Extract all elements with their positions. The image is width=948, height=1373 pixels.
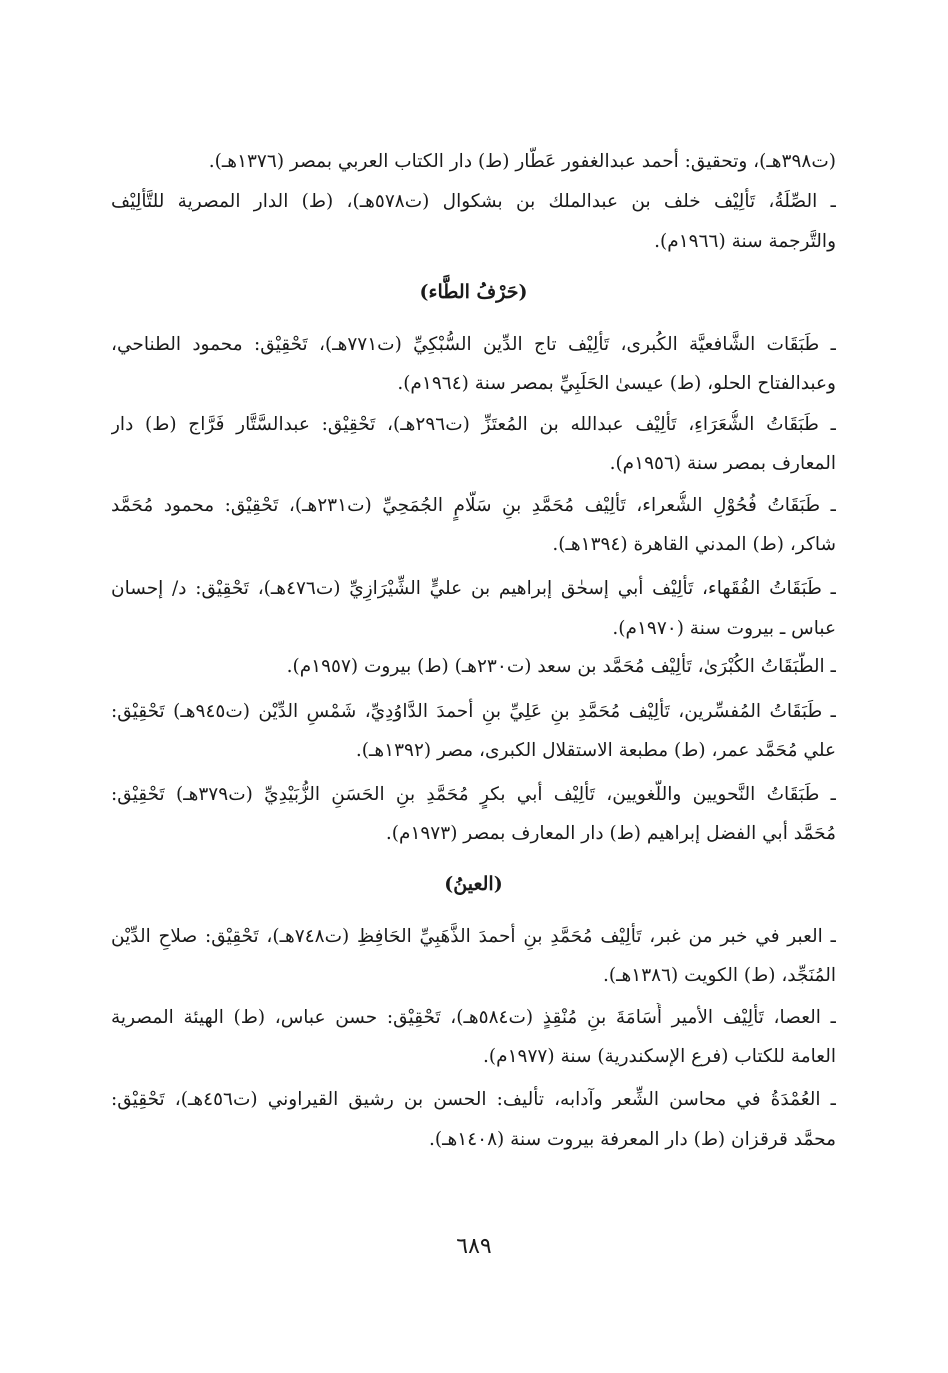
text-line: وعبدالفتاح الحلو، (ط) عيسىٰ الحَلَبِيِّ بمصر سنة (١٩٦٤م). [397,373,836,394]
text-line: عباس ـ بيروت سنة (١٩٧٠م). [612,618,836,639]
text-line: محمَّد قرقزان (ط) دار المعرفة بيروت سنة (١٤٠٨هـ). [428,1129,836,1150]
text-line: ـ العُمْدَةُ في محاسن الشِّعر وآدابه، تأليف: الحسن بن رشيق القيراوني (ت٤٥٦هـ)، تَحْقِيْق: [111,1089,836,1110]
text-line: المُنَجِّد، (ط) الكويت (١٣٨٦هـ). [603,965,836,986]
text-line: علي مُحَمَّد عمر، (ط) مطبعة الاستقلال الكبرى، مصر (١٣٩٢هـ). [355,740,836,761]
page-number: ٦٨٩ [456,1234,492,1259]
text-line: المعارف بمصر سنة (١٩٥٦م). [609,453,836,474]
text-line: ـ طَبَقَاتُ فُحُوْلِ الشُّعراء، تَأْلِيْف مُحَمَّدِ بنِ سَلَّامٍ الجُمَحِيِّ (ت٢٣١هـ)، تَحْقِيْق: محمود مُحَمَّد [111,495,836,516]
text-line: شاكر، (ط) المدني القاهرة (١٣٩٤هـ). [552,534,836,555]
text-line: ـ الصِّلَةُ، تَأْلِيْف خلف بن عبدالملك بن بشكوال (ت٥٧٨هـ)، (ط) الدار المصرية للتَّأْلِيْف [111,191,836,212]
text-line: والتَّرجمة سنة (١٩٦٦م). [654,231,836,252]
text-line: ـ طَبَقَاتُ المُفسِّرين، تَأْلِيْف مُحَمَّدِ بنِ عَلِيِّ بنِ أحمدَ الدَّاوُدِيِّ، شَمْسِ الدِّيْن (ت٩٤٥هـ) تَحْقِيْق: [111,701,836,722]
section-heading-ayn: (العينُ) [444,873,503,895]
section-heading-ta: (حَرْفُ الطَّاء) [419,281,528,303]
text-line: العامة للكتاب (فرع الإسكندرية) سنة (١٩٧٧م). [483,1046,836,1067]
text-line: ـ طَبَقَاتُ الفُقَهاء، تَأْلِيْف أبي إسحٰق إبراهيم بن عليٍّ الشِّيْرَازِيِّ (ت٤٧٦هـ)، تَحْقِيْق: د/ إحسان [111,578,836,599]
text-line: مُحَمَّد أبي الفضل إبراهيم (ط) دار المعارف بمصر (١٩٧٣م). [385,823,836,844]
text-line: (ت٣٩٨هـ)، وتحقيق: أحمد عبدالغفور عَطَّار (ط) دار الكتاب العربي بمصر (١٣٧٦هـ). [208,151,836,172]
text-line: ـ طَبَقَاتُ النَّحويين واللُّغويين، تَأْلِيْف أبي بكرٍ مُحَمَّدِ بنِ الحَسَنِ الزُّبَيْدِيِّ (ت٣٧٩هـ) تَحْقِيْق: [111,784,836,805]
text-line: ـ العصا، تَأْلِيْف الأمير أُسَامَةَ بنِ مُنْقِذٍ (ت٥٨٤هـ)، تَحْقِيْق: حسن عباس، (ط) الهيئة المصرية [111,1007,836,1028]
text-line: ـ طَبَقَاتُ الشُّعَرَاءِ، تَأْلِيْف عبدالله بن المُعتَزِّ (ت٢٩٦هـ)، تَحْقِيْق: عبدالسَّتَّار فَرَّاج (ط) دار [111,414,836,435]
text-line: ـ العبر في خبر من غبر، تَأْلِيْف مُحَمَّدِ بنِ أحمدَ الذَّهَبِيِّ الحَافِظِ (ت٧٤٨هـ)، تَحْقِيْق: صلاحِ الدِّيْن [111,926,836,947]
text-line: ـ طَبَقَات الشَّافعيَّة الكُبرى، تَأْلِيْف تاج الدِّين السُّبْكِيِّ (ت٧٧١هـ)، تَحْقِيْق: محمود الطناحي، [111,334,836,355]
text-line: ـ الطَّبَقَاتُ الكُبْرَىٰ، تَأْلِيْف مُحَمَّد بن سعد (ت٢٣٠هـ) (ط) بيروت (١٩٥٧م). [286,656,836,677]
